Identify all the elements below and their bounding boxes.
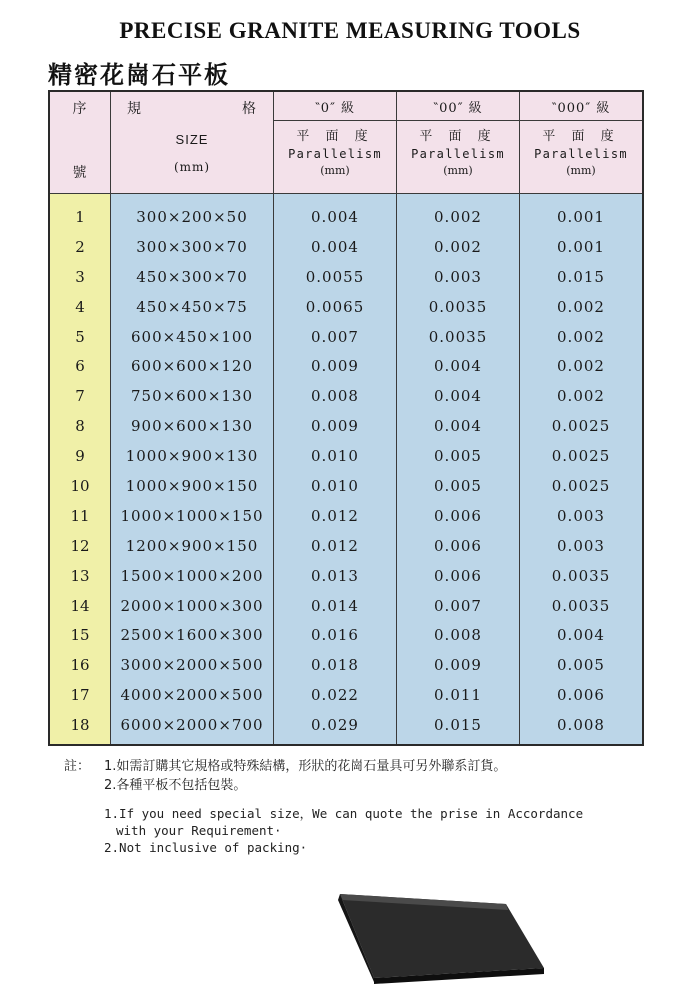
header-unit: (mm) xyxy=(566,164,596,177)
row-size: 2500×1600×300 xyxy=(111,620,274,650)
table-row xyxy=(49,351,643,381)
row-size: 300×300×70 xyxy=(111,232,274,262)
table-row xyxy=(49,620,643,650)
row-grade-000: 0.0035 xyxy=(520,561,644,591)
row-grade-00: 0.004 xyxy=(397,411,520,441)
row-grade-0: 0.0065 xyxy=(274,292,397,322)
granite-plate-image xyxy=(330,890,550,985)
row-grade-0: 0.014 xyxy=(274,591,397,621)
row-no: 13 xyxy=(49,561,111,591)
notes-label: 註： xyxy=(64,759,91,774)
row-no: 17 xyxy=(49,680,111,710)
row-grade-000: 0.003 xyxy=(520,531,644,561)
row-grade-000: 0.001 xyxy=(520,194,644,232)
header-flatness-zh: 平 面 度 xyxy=(542,129,620,144)
table-row xyxy=(49,710,643,745)
row-no: 10 xyxy=(49,471,111,501)
header-size xyxy=(111,91,274,194)
row-grade-00: 0.015 xyxy=(397,710,520,745)
row-no: 2 xyxy=(49,232,111,262)
header-parallelism-0 xyxy=(274,121,397,194)
table-row xyxy=(49,381,643,411)
row-grade-000: 0.006 xyxy=(520,680,644,710)
page-title-zh: 精密花崗石平板 xyxy=(48,61,230,89)
row-grade-00: 0.002 xyxy=(397,194,520,232)
row-size: 1000×1000×150 xyxy=(111,501,274,531)
row-grade-000: 0.0025 xyxy=(520,441,644,471)
row-size: 450×300×70 xyxy=(111,262,274,292)
row-grade-000: 0.002 xyxy=(520,292,644,322)
row-grade-00: 0.006 xyxy=(397,561,520,591)
table-row xyxy=(49,322,643,352)
row-no: 5 xyxy=(49,322,111,352)
page-title-en: PRECISE GRANITE MEASURING TOOLS xyxy=(119,18,581,43)
header-parallelism-000 xyxy=(520,121,644,194)
table-row xyxy=(49,194,643,232)
row-no: 14 xyxy=(49,591,111,621)
row-grade-0: 0.029 xyxy=(274,710,397,745)
row-size: 750×600×130 xyxy=(111,381,274,411)
row-grade-00: 0.006 xyxy=(397,531,520,561)
table-row xyxy=(49,561,643,591)
row-grade-000: 0.0025 xyxy=(520,411,644,441)
table-row xyxy=(49,650,643,680)
table-row xyxy=(49,441,643,471)
header-size-zh-right: 格 xyxy=(242,101,257,117)
note-zh-1: 1.如需訂購其它規格或特殊結構，形狀的花崗石量具可另外聯系訂貨。 xyxy=(104,759,507,774)
header-size-unit: (mm) xyxy=(173,160,211,174)
table-row xyxy=(49,262,643,292)
header-unit: (mm) xyxy=(443,164,473,177)
row-grade-000: 0.002 xyxy=(520,381,644,411)
spec-table xyxy=(48,90,644,746)
row-grade-0: 0.010 xyxy=(274,441,397,471)
row-grade-00: 0.0035 xyxy=(397,322,520,352)
row-size: 6000×2000×700 xyxy=(111,710,274,745)
row-grade-0: 0.016 xyxy=(274,620,397,650)
row-grade-000: 0.008 xyxy=(520,710,644,745)
header-parallelism-00 xyxy=(397,121,520,194)
table-row xyxy=(49,680,643,710)
row-grade-0: 0.012 xyxy=(274,531,397,561)
table-row xyxy=(49,501,643,531)
table-row xyxy=(49,411,643,441)
header-grade-00: ‶00″ 級 xyxy=(397,91,520,121)
row-size: 3000×2000×500 xyxy=(111,650,274,680)
notes xyxy=(64,755,664,856)
row-no: 16 xyxy=(49,650,111,680)
row-grade-0: 0.004 xyxy=(274,194,397,232)
row-no: 6 xyxy=(49,351,111,381)
row-no: 15 xyxy=(49,620,111,650)
table-row xyxy=(49,292,643,322)
row-grade-000: 0.001 xyxy=(520,232,644,262)
row-size: 1000×900×150 xyxy=(111,471,274,501)
row-grade-000: 0.003 xyxy=(520,501,644,531)
row-grade-00: 0.0035 xyxy=(397,292,520,322)
row-no: 11 xyxy=(49,501,111,531)
row-grade-0: 0.0055 xyxy=(274,262,397,292)
header-size-zh-left: 規 xyxy=(127,101,142,117)
table-row xyxy=(49,232,643,262)
table-body xyxy=(49,194,643,746)
row-grade-0: 0.009 xyxy=(274,411,397,441)
row-grade-00: 0.002 xyxy=(397,232,520,262)
row-size: 600×450×100 xyxy=(111,322,274,352)
note-en-1-cont: with your Requirement· xyxy=(116,823,282,838)
row-grade-00: 0.004 xyxy=(397,381,520,411)
header-grade-000: ‶000″ 級 xyxy=(520,91,644,121)
row-grade-00: 0.005 xyxy=(397,441,520,471)
header-parallelism-en: Parallelism xyxy=(534,147,628,161)
header-no-bottom: 號 xyxy=(72,165,88,181)
row-size: 600×600×120 xyxy=(111,351,274,381)
row-grade-000: 0.0025 xyxy=(520,471,644,501)
table-row xyxy=(49,591,643,621)
note-en-2: 2.Not inclusive of packing· xyxy=(104,840,308,855)
row-grade-0: 0.009 xyxy=(274,351,397,381)
row-size: 1200×900×150 xyxy=(111,531,274,561)
header-flatness-zh: 平 面 度 xyxy=(296,129,374,144)
row-size: 450×450×75 xyxy=(111,292,274,322)
row-grade-000: 0.004 xyxy=(520,620,644,650)
row-size: 900×600×130 xyxy=(111,411,274,441)
row-grade-0: 0.022 xyxy=(274,680,397,710)
row-grade-00: 0.006 xyxy=(397,501,520,531)
header-flatness-zh: 平 面 度 xyxy=(419,129,497,144)
row-no: 18 xyxy=(49,710,111,745)
row-grade-000: 0.005 xyxy=(520,650,644,680)
note-zh-2: 2.各種平板不包括包裝。 xyxy=(104,778,247,793)
row-size: 300×200×50 xyxy=(111,194,274,232)
row-no: 8 xyxy=(49,411,111,441)
table-row xyxy=(49,531,643,561)
row-grade-000: 0.002 xyxy=(520,322,644,352)
header-size-en: SIZE xyxy=(175,132,209,147)
row-no: 9 xyxy=(49,441,111,471)
row-grade-0: 0.010 xyxy=(274,471,397,501)
row-no: 4 xyxy=(49,292,111,322)
row-grade-00: 0.007 xyxy=(397,591,520,621)
row-no: 3 xyxy=(49,262,111,292)
row-grade-000: 0.002 xyxy=(520,351,644,381)
header-unit: (mm) xyxy=(320,164,350,177)
header-no-top: 序 xyxy=(72,101,88,117)
row-grade-000: 0.0035 xyxy=(520,591,644,621)
row-grade-0: 0.012 xyxy=(274,501,397,531)
header-parallelism-en: Parallelism xyxy=(411,147,505,161)
row-no: 1 xyxy=(49,194,111,232)
header-grade-0: ‶0″ 級 xyxy=(274,91,397,121)
row-size: 1000×900×130 xyxy=(111,441,274,471)
row-grade-0: 0.018 xyxy=(274,650,397,680)
note-en-1: 1.If you need special size，We can quote the prise in Accordance xyxy=(104,806,584,821)
row-grade-0: 0.007 xyxy=(274,322,397,352)
row-no: 7 xyxy=(49,381,111,411)
row-grade-000: 0.015 xyxy=(520,262,644,292)
row-grade-0: 0.013 xyxy=(274,561,397,591)
row-no: 12 xyxy=(49,531,111,561)
header-no xyxy=(49,91,111,194)
row-grade-00: 0.005 xyxy=(397,471,520,501)
row-size: 1500×1000×200 xyxy=(111,561,274,591)
row-grade-00: 0.008 xyxy=(397,620,520,650)
row-grade-0: 0.004 xyxy=(274,232,397,262)
row-size: 4000×2000×500 xyxy=(111,680,274,710)
row-size: 2000×1000×300 xyxy=(111,591,274,621)
row-grade-00: 0.004 xyxy=(397,351,520,381)
row-grade-0: 0.008 xyxy=(274,381,397,411)
header-parallelism-en: Parallelism xyxy=(288,147,382,161)
table-row xyxy=(49,471,643,501)
row-grade-00: 0.009 xyxy=(397,650,520,680)
row-grade-00: 0.003 xyxy=(397,262,520,292)
row-grade-00: 0.011 xyxy=(397,680,520,710)
